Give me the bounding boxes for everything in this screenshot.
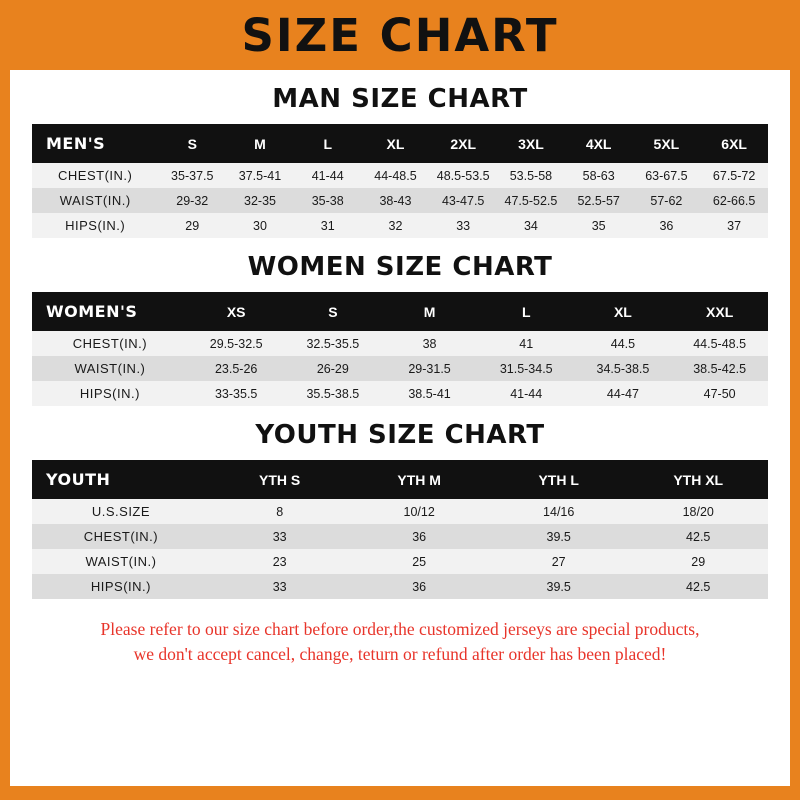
column-header: M — [226, 124, 294, 163]
section-youth — [10, 420, 790, 599]
column-header: YOUTH — [32, 460, 210, 499]
row-label: HIPS(IN.) — [90, 579, 152, 594]
table-cell: 32 — [388, 218, 403, 233]
table-cell: 31.5-34.5 — [499, 361, 553, 376]
table-cell: 34.5-38.5 — [596, 361, 650, 376]
row-label: WAIST(IN.) — [59, 193, 131, 208]
banner — [0, 0, 800, 70]
table-head-youth — [32, 460, 768, 499]
table-cell: 29 — [185, 218, 200, 233]
column-header: 5XL — [633, 124, 701, 163]
table-row — [32, 188, 768, 213]
row-label: CHEST(IN.) — [72, 336, 148, 351]
table-header-row — [32, 460, 768, 499]
table-cell: 35-38 — [311, 193, 344, 208]
table-cell: 18/20 — [682, 504, 714, 519]
table-cell: 37 — [727, 218, 742, 233]
table-cell: 52.5-57 — [577, 193, 620, 208]
table-cell: 10/12 — [403, 504, 435, 519]
table-cell: 23.5-26 — [214, 361, 258, 376]
column-header: YTH L — [489, 460, 629, 499]
table-cell: 36 — [412, 529, 427, 544]
table-row — [32, 356, 768, 381]
table-row — [32, 381, 768, 406]
table-cell: 48.5-53.5 — [436, 168, 490, 183]
table-cell: 33 — [456, 218, 471, 233]
table-cell: 57-62 — [650, 193, 683, 208]
column-header: XS — [188, 292, 285, 331]
column-header: 4XL — [565, 124, 633, 163]
table-cell: 42.5 — [686, 529, 711, 544]
table-row — [32, 163, 768, 188]
table-cell: 44-48.5 — [374, 168, 417, 183]
table-youth — [32, 460, 768, 599]
column-header: M — [381, 292, 478, 331]
row-label: HIPS(IN.) — [79, 386, 140, 401]
table-cell: 14/16 — [543, 504, 575, 519]
table-cell: 35 — [591, 218, 606, 233]
table-cell: 33 — [272, 579, 287, 594]
table-row — [32, 574, 768, 599]
table-cell: 67.5-72 — [712, 168, 756, 183]
table-head-women — [32, 292, 768, 331]
table-cell: 41-44 — [510, 386, 543, 401]
table-cell: 8 — [276, 504, 284, 519]
table-cell: 63-67.5 — [645, 168, 688, 183]
table-man — [32, 124, 768, 238]
table-cell: 41 — [519, 336, 534, 351]
table-cell: 27 — [551, 554, 566, 569]
table-body-youth — [32, 499, 768, 599]
table-cell: 47-50 — [703, 386, 736, 401]
row-label: U.S.SIZE — [91, 504, 151, 519]
section-title-youth: YOUTH SIZE CHART — [255, 420, 545, 450]
table-cell: 53.5-58 — [509, 168, 553, 183]
table-cell: 31 — [320, 218, 335, 233]
table-cell: 33-35.5 — [214, 386, 258, 401]
row-label: HIPS(IN.) — [65, 218, 126, 233]
table-row — [32, 331, 768, 356]
table-row — [32, 524, 768, 549]
column-header: L — [294, 124, 362, 163]
table-cell: 23 — [272, 554, 287, 569]
table-cell: 39.5 — [546, 579, 571, 594]
table-cell: 38 — [422, 336, 437, 351]
table-cell: 29-32 — [176, 193, 209, 208]
table-cell: 34 — [523, 218, 538, 233]
table-cell: 42.5 — [686, 579, 711, 594]
footer-note — [10, 611, 790, 668]
table-cell: 29.5-32.5 — [209, 336, 263, 351]
footer-note-line-2: we don't accept cancel, change, teturn or refund after order has been placed! — [133, 644, 667, 665]
column-header: MEN'S — [32, 124, 158, 163]
bottom-accent-bar — [0, 786, 800, 800]
table-cell: 62-66.5 — [712, 193, 756, 208]
column-header: WOMEN'S — [32, 292, 188, 331]
table-cell: 38.5-42.5 — [693, 361, 747, 376]
table-cell: 33 — [272, 529, 287, 544]
row-label: WAIST(IN.) — [74, 361, 146, 376]
column-header: YTH M — [349, 460, 489, 499]
column-header: YTH XL — [628, 460, 768, 499]
table-cell: 38-43 — [379, 193, 412, 208]
footer-note-line-1: Please refer to our size chart before order,the customized jerseys are special products, — [100, 619, 700, 639]
table-row — [32, 213, 768, 238]
column-header: XL — [575, 292, 672, 331]
table-cell: 35.5-38.5 — [306, 386, 360, 401]
row-label: CHEST(IN.) — [83, 529, 159, 544]
column-header: XL — [362, 124, 430, 163]
table-cell: 30 — [253, 218, 267, 233]
table-cell: 47.5-52.5 — [504, 193, 558, 208]
column-header: YTH S — [210, 460, 350, 499]
table-cell: 36 — [659, 218, 674, 233]
table-cell: 41-44 — [311, 168, 344, 183]
column-header: L — [478, 292, 575, 331]
table-cell: 35-37.5 — [171, 168, 214, 183]
table-cell: 29 — [691, 554, 706, 569]
section-man — [10, 84, 790, 238]
section-women — [10, 252, 790, 406]
column-header: S — [158, 124, 226, 163]
table-cell: 44.5-48.5 — [693, 336, 747, 351]
table-cell: 32-35 — [244, 193, 276, 208]
table-cell: 36 — [412, 579, 427, 594]
table-cell: 43-47.5 — [441, 193, 485, 208]
column-header: 2XL — [429, 124, 497, 163]
table-women — [32, 292, 768, 406]
column-header: 6XL — [700, 124, 768, 163]
table-cell: 37.5-41 — [238, 168, 282, 183]
row-label: CHEST(IN.) — [58, 168, 133, 183]
table-header-row — [32, 292, 768, 331]
section-title-women: WOMEN SIZE CHART — [247, 252, 553, 282]
table-cell: 26-29 — [316, 361, 349, 376]
table-cell: 44.5 — [610, 336, 636, 351]
row-label: WAIST(IN.) — [85, 554, 157, 569]
column-header: 3XL — [497, 124, 565, 163]
table-cell: 39.5 — [546, 529, 571, 544]
section-title-man: MAN SIZE CHART — [272, 84, 528, 114]
table-head-man — [32, 124, 768, 163]
column-header: XXL — [671, 292, 768, 331]
column-header: S — [285, 292, 382, 331]
table-body-women — [32, 331, 768, 406]
table-cell: 58-63 — [582, 168, 615, 183]
table-cell: 29-31.5 — [408, 361, 451, 376]
table-header-row — [32, 124, 768, 163]
table-cell: 32.5-35.5 — [306, 336, 360, 351]
table-row — [32, 549, 768, 574]
table-cell: 38.5-41 — [408, 386, 451, 401]
page-title: SIZE CHART — [241, 8, 559, 62]
table-cell: 25 — [412, 554, 427, 569]
table-cell: 44-47 — [606, 386, 639, 401]
table-row — [32, 499, 768, 524]
table-body-man — [32, 163, 768, 238]
